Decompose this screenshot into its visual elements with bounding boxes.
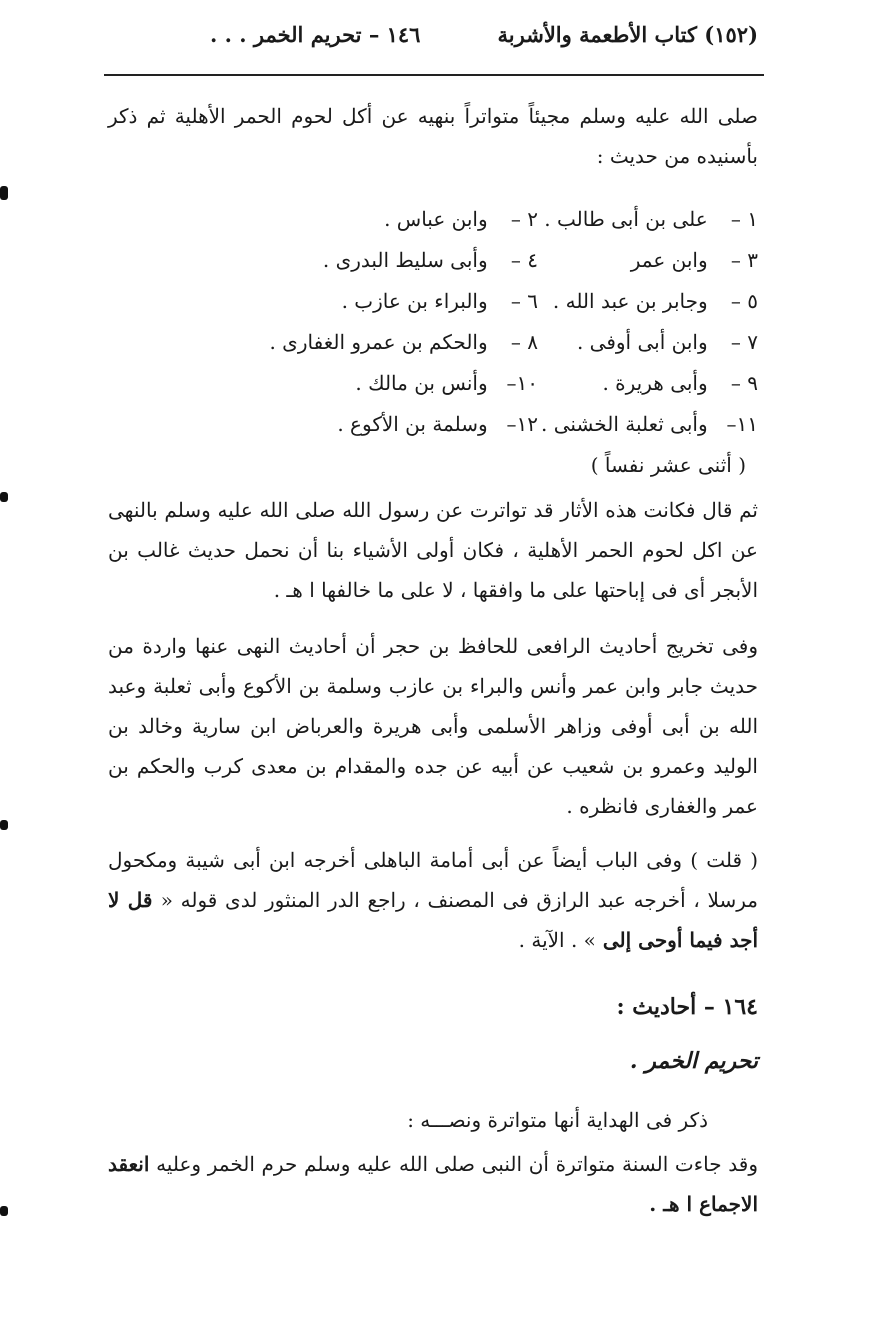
paragraph-4: ( قلت ) وفى الباب أيضاً عن أبى أمامة الباهلى أخرجه ابن أبى شيبة ومكحول مرسلا ، أخرجه عبد الرازق فى المصنف ، راجع الدر المنثور لدى قوله « قل لا أجد فيما أوحى إلى » . الآية . [108, 848, 758, 952]
quran-quote: قل لا أجد فيما أوحى إلى [108, 888, 758, 952]
narrators-list [118, 198, 758, 485]
header-section-title: ١٤٦ – تحريم الخمر . . . [210, 22, 421, 47]
paragraph-6: وقد جاءت السنة متواترة أن النبى صلى الله عليه وسلم حرم الخمر وعليه انعقد الاجماع ا هـ . [108, 1152, 759, 1216]
subsection-heading: تحريم الخمر . [629, 1048, 758, 1074]
list-item: ٤ – وأبى سليط البدرى . [322, 247, 538, 272]
scan-edge-mark [0, 186, 8, 200]
list-row [118, 321, 758, 362]
list-item: ٩ – وأبى هريرة . [602, 370, 758, 395]
list-item: ٣ – وابن عمر [630, 247, 758, 272]
paragraph-3: وفى تخريج أحاديث الرافعى للحافظ بن حجر أن أحاديث النهى عنها واردة من حديث جابر وابن عمر وأنس والبراء بن عازب وسلمة بن الأكوع وأبى ثعلبة وعبد الله بن أبى أوفى وزاهر الأسلمى وأبى هريرة والعرباض ابن سارية وخالد بن الوليد وعمرو بن شعيب عن أبيه عن جده والمقدام بن معدى كرب والحكم بن عمر والغفارى فانظره . [108, 634, 758, 818]
list-row [118, 198, 758, 239]
list-count-note: ( أثنى عشر نفساً ) [590, 452, 746, 477]
list-item: ١ – على بن أبى طالب . [544, 206, 758, 231]
running-header [210, 22, 758, 47]
scan-edge-mark [0, 492, 8, 502]
list-row [118, 403, 758, 444]
list-item: ٨ – والحكم بن عمرو الغفارى . [269, 329, 538, 354]
list-item: ١٠– وأنس بن مالك . [355, 370, 538, 395]
list-row [118, 362, 758, 403]
list-item: ١١– وأبى ثعلبة الخشنى . [541, 411, 758, 436]
paragraph-5: ذكر فى الهداية أنها متواترة ونصـــه : [407, 1108, 708, 1132]
section-heading: ١٦٤ – أحاديث : [616, 994, 758, 1020]
scan-edge-mark [0, 1206, 8, 1216]
list-item: ٥ – وجابر بن عبد الله . [552, 288, 758, 313]
list-item: ٢ – وابن عباس . [384, 206, 538, 231]
list-row [118, 239, 758, 280]
scan-edge-mark [0, 820, 8, 830]
list-row [118, 444, 758, 485]
list-item: ١٢– وسلمة بن الأكوع . [337, 411, 538, 436]
paragraph-1: صلى الله عليه وسلم مجيئاً متواتراً بنهيه عن أكل لحوم الحمر الأهلية ثم ذكر بأسنيده من حديث : [108, 104, 758, 168]
header-book-title: (١٥٢) كتاب الأطعمة والأشربة [497, 22, 758, 47]
header-rule [104, 74, 764, 76]
paragraph-2: ثم قال فكانت هذه الأثار قد تواترت عن رسول الله صلى الله عليه وسلم بالنهى عن اكل لحوم الحمر الأهلية ، فكان أولى الأشياء بنا أن نحمل حديث غالب بن الأبجر أى فى إباحتها على ما وافقها ، لا على ما خالفها ا هـ . [108, 498, 758, 602]
list-row [118, 280, 758, 321]
list-item: ٦ – والبراء بن عازب . [341, 288, 538, 313]
list-item: ٧ – وابن أبى أوفى . [576, 329, 758, 354]
